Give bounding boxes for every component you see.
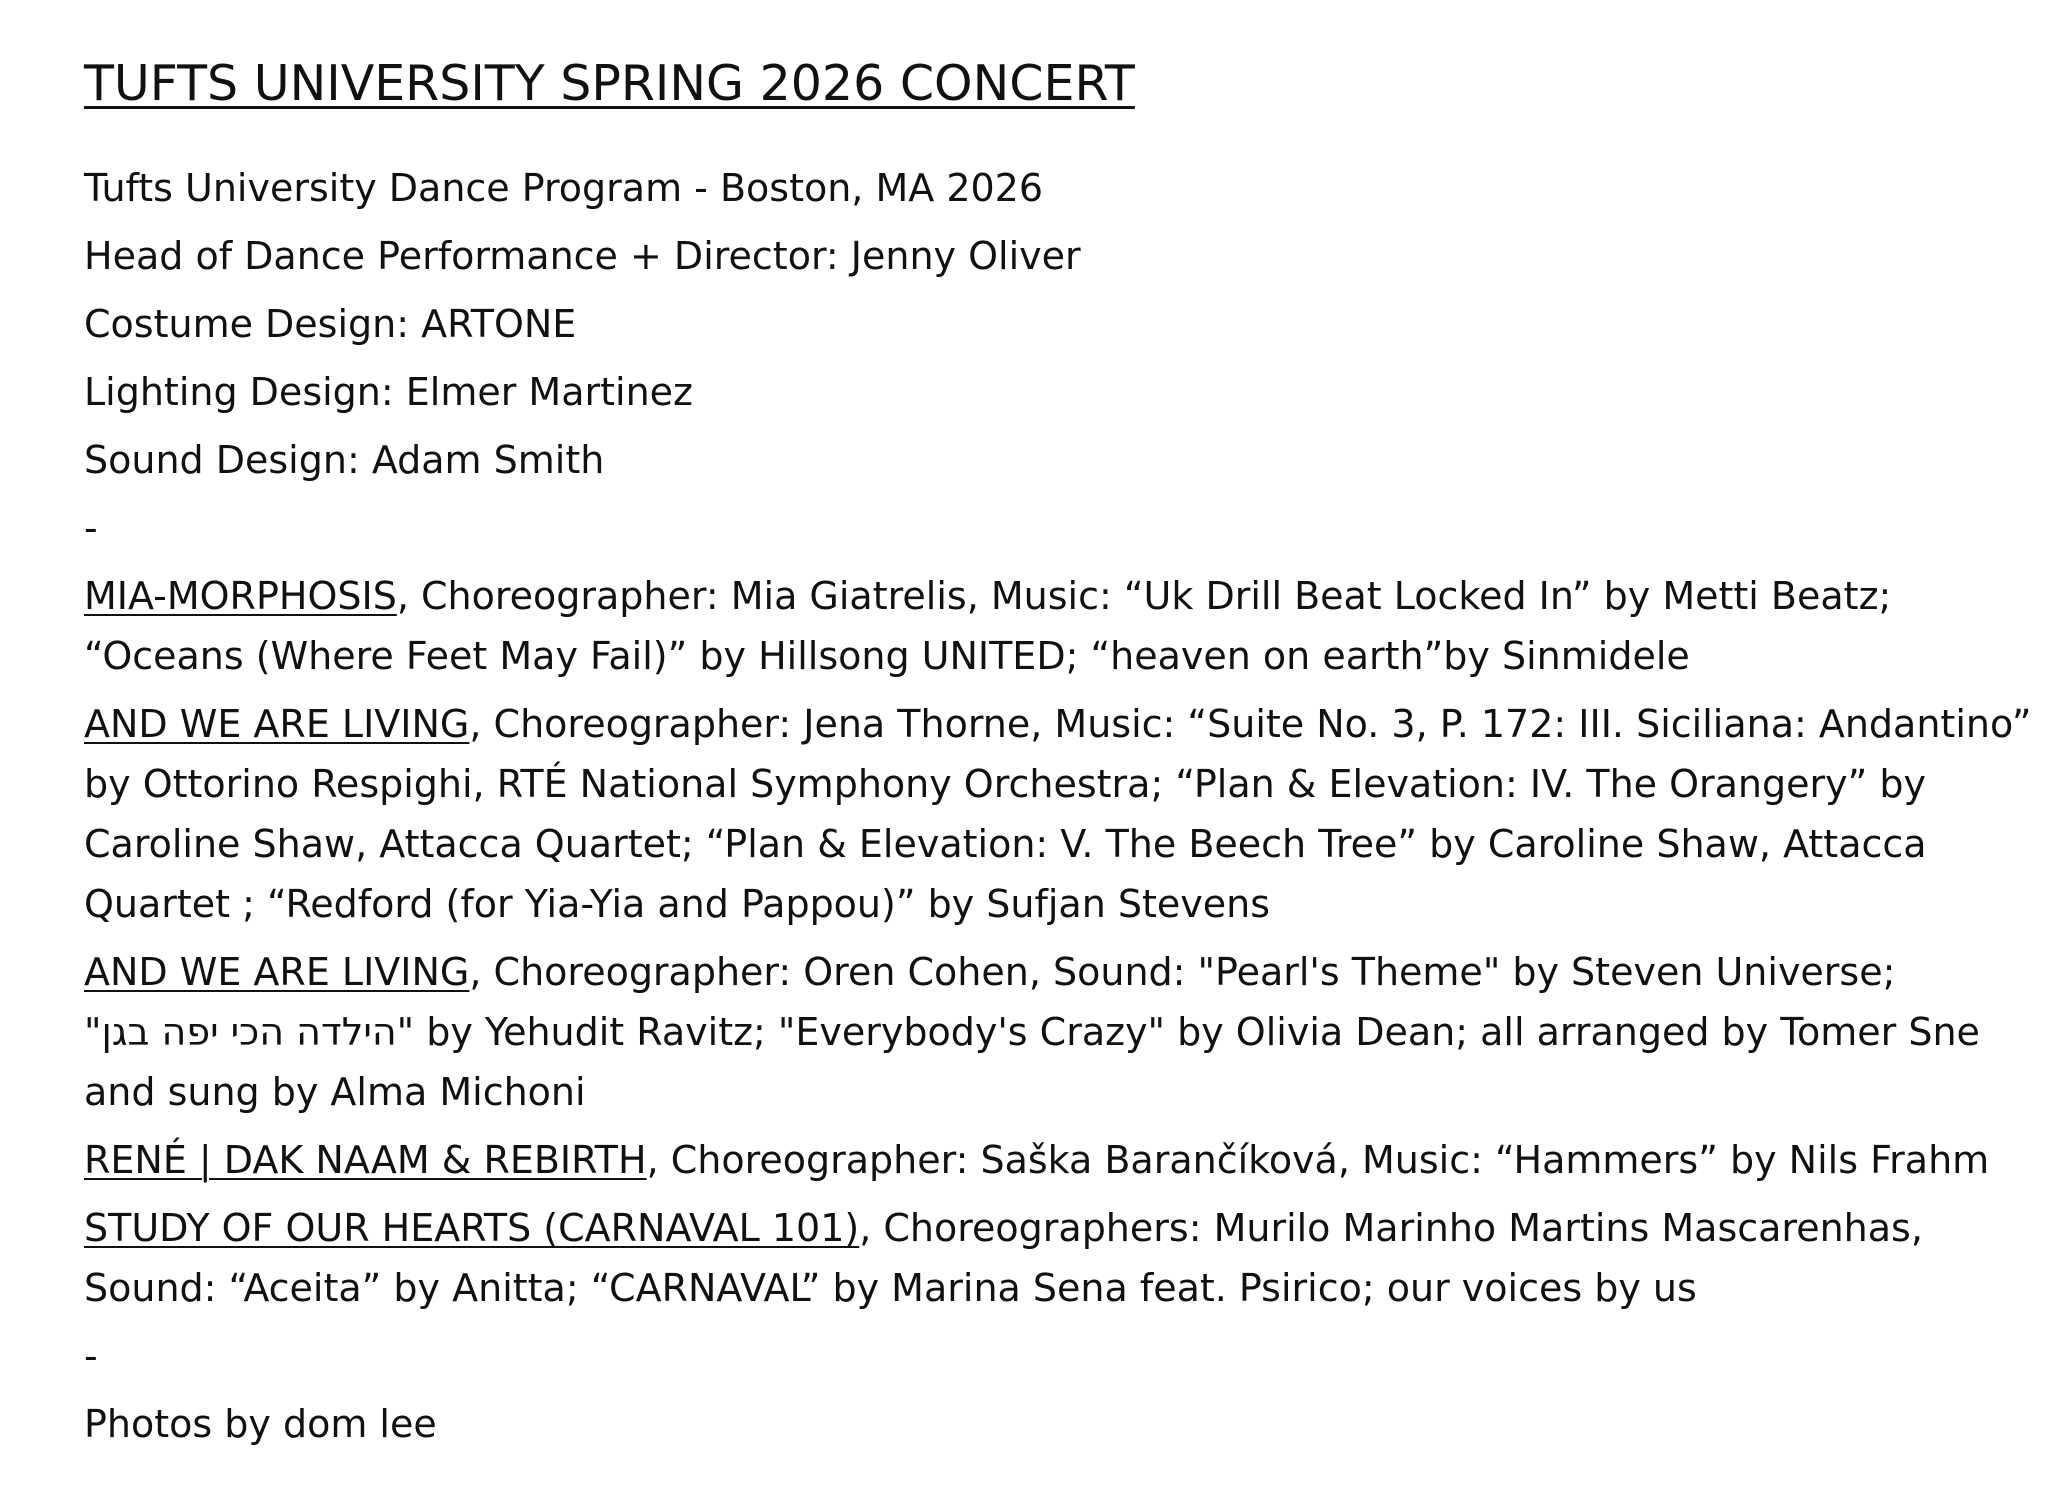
piece-item — [84, 566, 2034, 686]
piece-item — [84, 942, 2034, 1122]
credit-director: Head of Dance Performance + Director: Jenny Oliver — [84, 234, 1081, 278]
piece-item — [84, 1130, 2034, 1190]
document-page — [84, 52, 2034, 1462]
pieces-list — [84, 566, 2034, 1318]
credit-lighting: Lighting Design: Elmer Martinez — [84, 370, 693, 414]
piece-line: Caroline Shaw, Attacca Quartet; “Plan & Elevation: V. The Beech Tree” by Caroline Shaw, Attacca — [84, 822, 1927, 866]
credit-sound: Sound Design: Adam Smith — [84, 438, 605, 482]
piece-credit-text: , Choreographer: Saška Barančíková, Music: “Hammers” by Nils Frahm — [646, 1138, 1990, 1182]
piece-credit-text: , Choreographer: Oren Cohen, Sound: "Pearl's Theme" by Steven Universe; — [469, 950, 1896, 994]
credit-program: Tufts University Dance Program - Boston, MA 2026 — [84, 166, 1044, 210]
piece-line: “Oceans (Where Feet May Fail)” by Hillsong UNITED; “heaven on earth”by Sinmidele — [84, 634, 1690, 678]
page-title: TUFTS UNIVERSITY SPRING 2026 CONCERT — [84, 55, 1135, 112]
photo-credit: Photos by dom lee — [84, 1402, 437, 1446]
piece-line — [84, 1130, 2034, 1190]
piece-line: by Ottorino Respighi, RTÉ National Symphony Orchestra; “Plan & Elevation: IV. The Orangery” by — [84, 762, 1926, 806]
piece-line: "הילדה הכי יפה בגן" by Yehudit Ravitz; "Everybody's Crazy" by Olivia Dean; all arranged by Tomer Sne — [84, 1010, 1980, 1054]
piece-line — [84, 694, 2034, 754]
piece-line — [84, 1198, 2034, 1258]
piece-title: AND WE ARE LIVING — [84, 702, 470, 746]
piece-title: STUDY OF OUR HEARTS (CARNAVAL 101) — [84, 1206, 860, 1250]
separator-dash: - — [84, 506, 98, 550]
piece-item — [84, 1198, 2034, 1318]
piece-line — [84, 566, 2034, 626]
piece-line — [84, 942, 2034, 1002]
piece-title: RENÉ | DAK NAAM & REBIRTH — [84, 1138, 647, 1182]
credits-block — [84, 158, 2034, 490]
piece-title: AND WE ARE LIVING — [84, 950, 470, 994]
piece-credit-text: , Choreographer: Jena Thorne, Music: “Suite No. 3, P. 172: III. Siciliana: Andantino” — [469, 702, 2032, 746]
piece-credit-text: , Choreographers: Murilo Marinho Martins Mascarenhas, — [859, 1206, 1923, 1250]
credit-costume: Costume Design: ARTONE — [84, 302, 577, 346]
piece-title: MIA-MORPHOSIS — [84, 574, 397, 618]
piece-line: and sung by Alma Michoni — [84, 1070, 586, 1114]
piece-credit-text: , Choreographer: Mia Giatrelis, Music: “Uk Drill Beat Locked In” by Metti Beatz; — [396, 574, 1892, 618]
separator-dash: - — [84, 1334, 98, 1378]
piece-line: Quartet ; “Redford (for Yia-Yia and Pappou)” by Sufjan Stevens — [84, 882, 1271, 926]
piece-line: Sound: “Aceita” by Anitta; “CARNAVAL” by Marina Sena feat. Psirico; our voices by us — [84, 1266, 1697, 1310]
piece-item — [84, 694, 2034, 934]
